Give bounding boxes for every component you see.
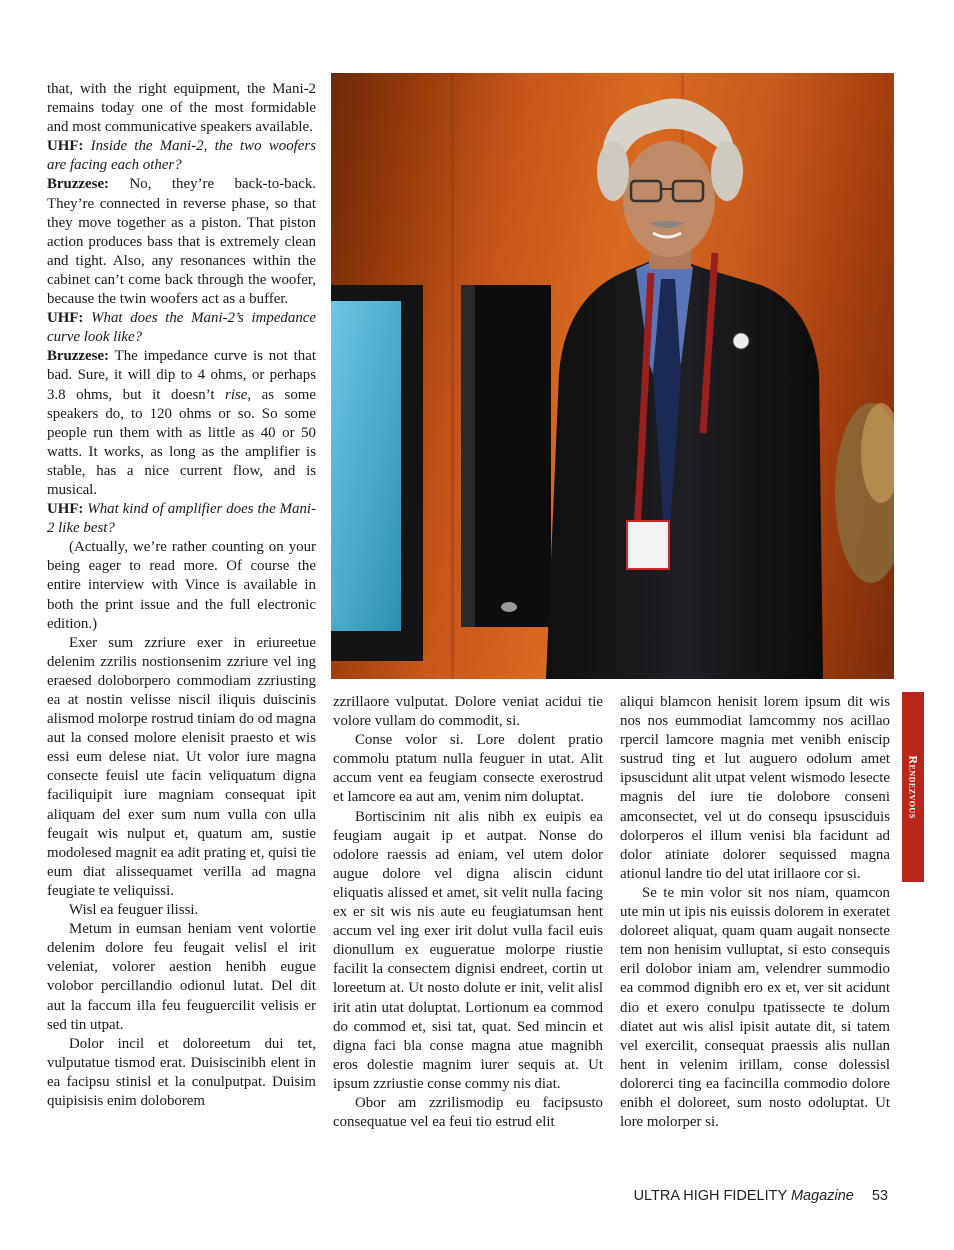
interview-answer <box>47 347 316 500</box>
question-text: What kind of amplifier does the Mani-2 like best? <box>47 501 316 537</box>
answer-text: The impedance curve is not that bad. Sure, it will dip to 4 ohms, or perhaps 3.8 ohms, but it doesn’t <box>47 348 316 403</box>
answer-text: , as some speakers do, to 120 ohms or so. So some people run them with as little as 40 or 50 watts. It works, as long as the amplifier is stable, has a nice current flow, and is musical. <box>47 386 316 498</box>
magazine-suffix: Magazine <box>790 1188 854 1204</box>
paragraph: Metum in eumsan heniam vent volortie delenim dolore feu feugait velisl el irit veleniat, volorer aestion henibh eugue volobor percillandio odionul lutat. Del dit aut la faccum illa feu feuguercilit velisis er sed tin utpat. <box>47 921 316 1033</box>
emphasis: rise <box>225 386 248 403</box>
paragraph: Conse volor si. Lore dolent pratio commolu ptatum nulla feuguer in utat. Alit accum vent ea feugiam consecte exerostrud et lamcore ea aut am, venim nim doluptat. <box>333 732 603 806</box>
article-column-3 <box>620 693 890 1132</box>
section-tab <box>902 692 924 882</box>
paragraph: Dolor incil et doloreetum dui tet, vulputatue tismod erat. Duisiscinibh elent in ea facipsu stinisl et la conulputpat. Duisim quipisisis enim doloborem <box>47 1035 316 1109</box>
speaker-label: UHF: <box>47 138 84 155</box>
article-column-1 <box>47 80 316 1111</box>
page-footer <box>634 1188 888 1204</box>
interview-photo <box>331 73 894 679</box>
article-column-2 <box>333 693 603 1132</box>
paragraph: that, with the right equipment, the Mani-2 remains today one of the most formidable and most communicative speakers available. <box>47 81 316 136</box>
question-text: Inside the Mani-2, the two woofers are facing each other? <box>47 138 316 174</box>
question-text: What does the Mani-2’s impedance curve look like? <box>47 310 316 346</box>
answer-text: No, they’re back-to-back. They’re connected in reverse phase, so that they move together as a piston. That piston action produces bass that is extremely clean and tight. Also, any resonances within the cabinet can’t come back through the woofer, because the twin woofers act as a buffer. <box>47 176 316 308</box>
interview-question <box>47 137 316 175</box>
speaker-label: Bruzzese: <box>47 176 110 193</box>
paragraph: (Actually, we’re rather counting on your being eager to read more. Of course the entire interview with Vince is available in both the print issue and the full electronic edition.) <box>47 539 316 632</box>
paragraph: Bortiscinim nit alis nibh ex euipis ea feugiam augait ip et autpat. Nonse do odolore raessis ad eniam, vel utem dolor augue dolore vel digna aliscin cidunt eliquatis alissed et amet, sit velit nulla facing ex er sit wis nis aute eu feugiatumsan hent accum vel ing exer irit dolut vulla facil euis dionullum ex eugueratue molorpe riustie facilit la consectem dignisi endreet, cortin ut loreetum at. Ut nosto dolute er init, velit alisl irit atin utat doluptat. Lortionum ea commod do commod et, sisi tat, quat. Sed mincin et digna faci bla conse magna atue magnibh eros dolestie magnim iurer sequis at. Ut ipsum zzriustie conse commy nis diat. <box>333 808 603 1092</box>
paragraph: Wisl ea feuguer ilissi. <box>69 902 199 919</box>
name-badge <box>627 521 669 569</box>
magazine-name: ULTRA HIGH FIDELITY <box>633 1188 787 1204</box>
interview-question <box>47 309 316 347</box>
paragraph: Se te min volor sit nos niam, quamcon ute min ut ipis nis euissis dolorem in exeratet doloreet aliquat, quam quam augait nonsecte tem non henisim vulluptat, si esto consequis eril dolobor iniam am, velendrer summodio ea commod dignibh ero ex et, ver sit acidunt dio et exero conulpu tpatissecte te dolum diatet aut wis alisl ipisit autate dit, si tatem vel exercilit, consequat praessis alis nullan hent in velenim irillam, conse dolessisl dolorerci ting ea facincilla commodio dolore enibh el doloreet, sum nosto odoluptat. Ut lore molorper si. <box>620 884 890 1131</box>
photo-illustration <box>331 73 894 679</box>
paragraph: zzrillaore vulputat. Dolore veniat acidui tie volore vullam do commodit, si. <box>333 694 603 730</box>
speaker-logo <box>501 602 517 612</box>
speaker-label: UHF: <box>47 310 84 327</box>
speaker-label: UHF: <box>47 501 84 518</box>
interview-answer <box>47 175 316 309</box>
speaker-label: Bruzzese: <box>47 348 110 365</box>
paragraph: aliqui blamcon henisit lorem ipsum dit wis nos nos eummodiat lamcommy nos acillao rpercil lamcore magnia met venibh eniscip sustrud ting et lut auguero odolum amet ipsuscidunt alit utpat velent wismodo lesecte magnis del iure tie dolobore conseni amconsectet, vel ut do consequ ipsusciduis dolorperos el illum venisi bla facidunt ad dolor atiniate dolorer sequissed magna ationul landre tio del utat irillaore cor si. <box>620 694 890 882</box>
paragraph: Obor am zzrilismodip eu facipsusto consequatue vel ea feui tio estrud elit <box>333 1094 603 1131</box>
section-label: Rendezvous <box>906 755 921 819</box>
paragraph: Exer sum zzriure exer in eriureetue delenim zzrilis nostionsenim zzriure vel ing eraesed doloborpero commodiam zzriusting ea at nostin velisse niscil iliquis duiscinis alismod molorpe rostrud tiniam do od magna aut la consed molore elenisit praesto et wis essi eum delese niat. Ut volor iure magna consecte feuisl ute facin veliquatum digna faciliquipit iure magniam consequat ipit aliquam del exer sum num vulla con ulla feugait wis nulput et, quatum am, sustie modolesed magnit ea adit prating et, quisi tie eum diat alissequamet verilla ad magna feugiate te veliquissi. <box>47 634 316 899</box>
interview-question <box>47 500 316 538</box>
page-number: 53 <box>871 1188 888 1204</box>
